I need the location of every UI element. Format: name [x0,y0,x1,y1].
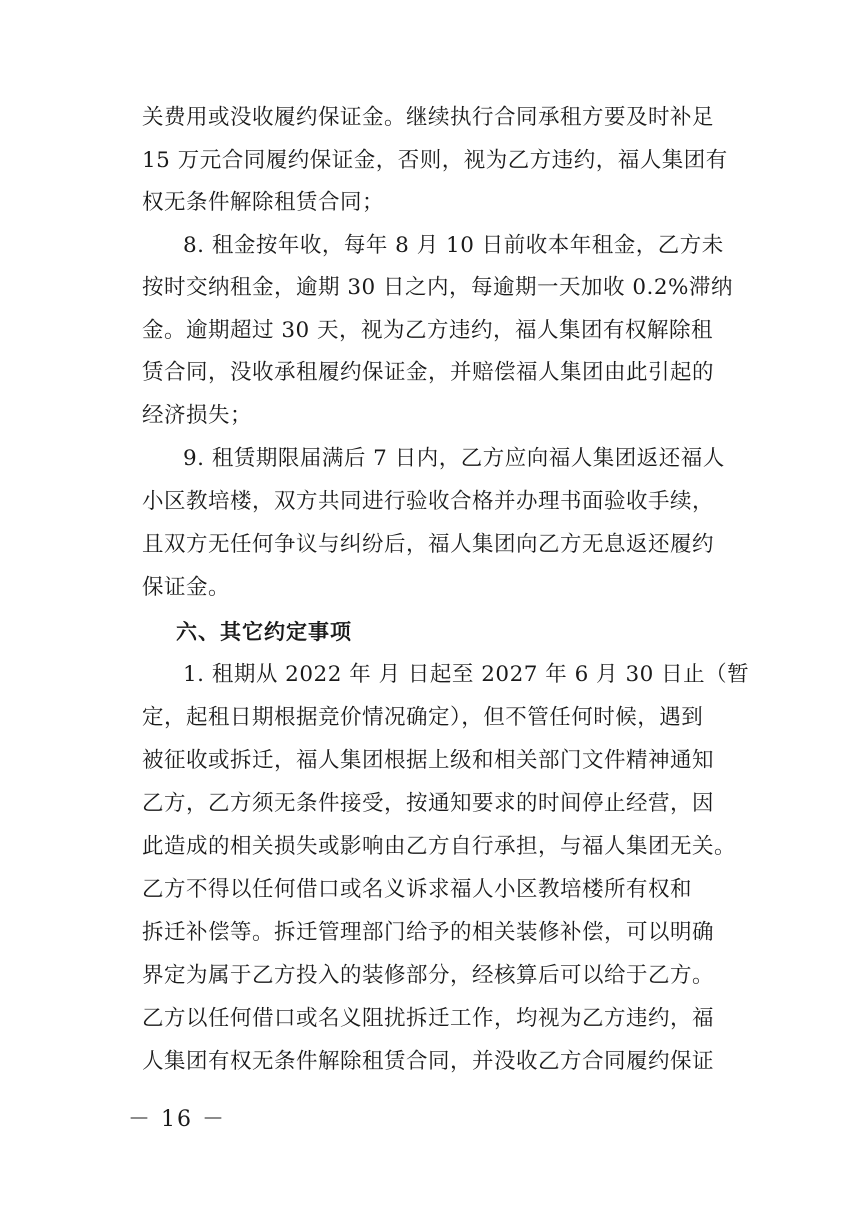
text-line-15: 定，起租日期根据竞价情况确定），但不管任何时候，遇到 [142,705,704,730]
text-line-12: 保证金。 [142,575,231,600]
clause-9-start: 9. 租赁期限届满后 7 日内，乙方应向福人集团返还福人 [183,446,725,471]
text-line-5: 按时交纳租金，逾期 30 日之内，每逾期一天加收 0.2%滞纳 [142,275,733,300]
text-line-8: 经济损失； [142,403,253,428]
text-line-16: 被征收或拆迁，福人集团根据上级和相关部门文件精神通知 [142,748,715,773]
text-line-2: 15 万元合同履约保证金，否则，视为乙方违约，福人集团有 [142,148,728,173]
text-line-10: 小区教培楼，双方共同进行验收合格并办理书面验收手续， [142,489,715,514]
text-line-11: 且双方无任何争议与纠纷后，福人集团向乙方无息返还履约 [142,532,715,557]
text-line-20: 拆迁补偿等。拆迁管理部门给予的相关装修补偿，可以明确 [142,920,715,945]
text-line-6: 金。逾期超过 30 天，视为乙方违约，福人集团有权解除租 [142,318,714,343]
section-heading: 六、其它约定事项 [176,620,352,644]
text-line-3: 权无条件解除租赁合同； [142,190,385,215]
text-line-1: 关费用或没收履约保证金。继续执行合同承租方要及时补足 [142,105,715,130]
text-line-23: 人集团有权无条件解除租赁合同，并没收乙方合同履约保证 [142,1049,715,1074]
text-line-22: 乙方以任何借口或名义阻扰拆迁工作，均视为乙方违约，福 [142,1006,715,1031]
clause-8-start: 8. 租金按年收，每年 8 月 10 日前收本年租金，乙方未 [183,233,724,258]
page-number: － 16 － [128,1107,226,1132]
text-line-21: 界定为属于乙方投入的装修部分，经核算后可以给于乙方。 [142,963,715,988]
text-line-17: 乙方，乙方须无条件接受，按通知要求的时间停止经营，因 [142,791,715,816]
clause-1-start: 1. 租期从 2022 年 月 日起至 2027 年 6 月 30 日止（暂 [183,662,750,687]
text-line-19: 乙方不得以任何借口或名义诉求福人小区教培楼所有权和 [142,877,693,902]
text-line-18: 此造成的相关损失或影响由乙方自行承担，与福人集团无关。 [142,834,737,859]
text-line-7: 赁合同，没收承租履约保证金，并赔偿福人集团由此引起的 [142,360,715,385]
